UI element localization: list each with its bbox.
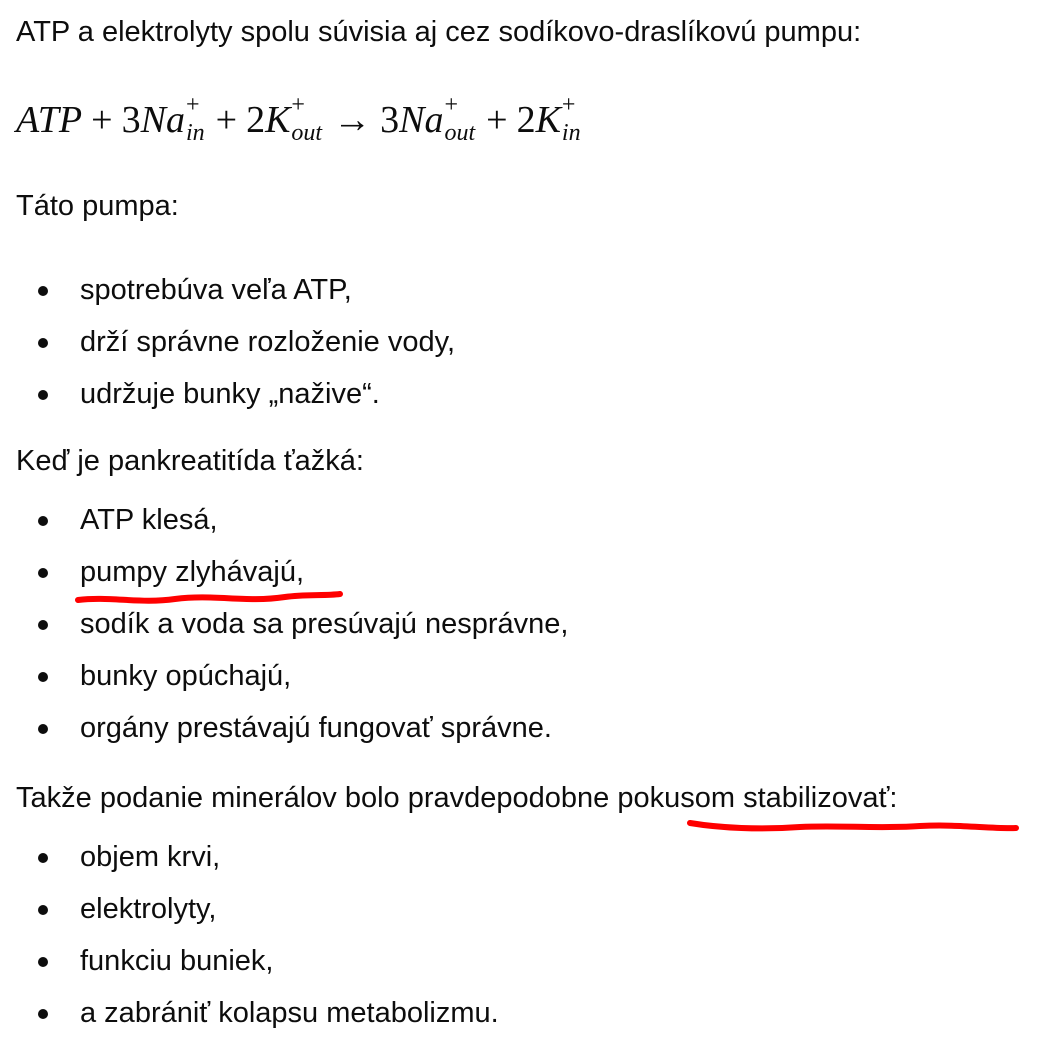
list-item [0, 272, 455, 324]
formula-term1-sub: in [185, 120, 205, 147]
bullet-icon [38, 905, 48, 915]
list-item-text: objem krvi, [80, 841, 221, 873]
formula-term1-var: Na [140, 99, 185, 141]
formula-plus-1: + [91, 99, 113, 141]
list-item-text: drží správne rozloženie vody, [80, 326, 456, 358]
minerals-list [0, 839, 499, 1047]
bullet-icon [38, 672, 48, 682]
list-item [0, 658, 568, 710]
minerals-heading-text: Takže podanie minerálov bolo pravdepodobne [16, 782, 618, 814]
list-item-text: a zabrániť kolapsu metabolizmu. [80, 997, 499, 1029]
bullet-icon [38, 286, 48, 296]
list-item [0, 710, 568, 762]
formula-term1-scripts [185, 92, 205, 147]
list-item-text: ATP klesá, [80, 504, 218, 536]
list-item-text: orgány prestávajú fungovať správne. [80, 712, 552, 744]
formula-term2-scripts [291, 92, 323, 147]
list-item-text: funkciu buniek, [80, 945, 274, 977]
bullet-icon [38, 1009, 48, 1019]
list-item-text: sodík a voda sa presúvajú nesprávne, [80, 608, 569, 640]
list-item-text: spotrebúva veľa ATP, [80, 274, 352, 306]
minerals-heading [16, 780, 897, 816]
formula-term2-var: K [265, 99, 291, 141]
formula-atp: ATP [16, 99, 83, 141]
list-item-text: bunky opúchajú, [80, 660, 292, 692]
bullet-icon [38, 724, 48, 734]
minerals-heading-marked-text: pokusom stabilizovať: [617, 782, 898, 814]
formula-term4-sub: in [561, 120, 581, 147]
formula-term4-sup: + [561, 92, 576, 119]
formula-term3-sub: out [444, 120, 476, 147]
list-item [0, 324, 455, 376]
severe-list [0, 502, 568, 762]
list-item-text: udržuje bunky „nažive“. [80, 378, 380, 410]
severe-heading: Keď je pankreatitída ťažká: [16, 445, 364, 477]
bullet-icon [38, 957, 48, 967]
formula-term1-coef: 3 [121, 99, 141, 141]
formula-plus-3: + [486, 99, 508, 141]
bullet-icon [38, 390, 48, 400]
formula-plus-2: + [215, 99, 238, 141]
formula-term1-sup: + [185, 92, 200, 119]
intro-paragraph: ATP a elektrolyty spolu súvisia aj cez sodíkovo-draslíkovú pumpu: [16, 16, 862, 48]
pump-list [0, 272, 455, 428]
list-item [0, 839, 499, 891]
sodium-potassium-pump-equation [16, 90, 583, 150]
list-item-text: pumpy zlyhávajú, [80, 556, 305, 588]
bullet-icon [38, 568, 48, 578]
list-item [0, 502, 568, 554]
list-item [0, 995, 499, 1047]
list-item [0, 376, 455, 428]
red-underline-pokusom-stabilizovat [690, 823, 1016, 828]
list-item [0, 554, 568, 606]
formula-term3-sup: + [444, 92, 458, 119]
list-item [0, 891, 499, 943]
list-item [0, 606, 568, 658]
bullet-icon [38, 620, 48, 630]
formula-term4-var: K [535, 99, 561, 141]
formula-arrow: → [333, 99, 372, 141]
formula-term3-scripts [444, 92, 476, 147]
formula-term2-coef: 2 [246, 99, 266, 141]
bullet-icon [38, 338, 48, 348]
formula-term4-scripts [561, 92, 581, 147]
formula-term3-var: Na [399, 99, 444, 141]
list-item [0, 943, 499, 995]
bullet-icon [38, 516, 48, 526]
list-item-text: elektrolyty, [80, 893, 217, 925]
formula-term2-sub: out [291, 120, 323, 147]
formula-term2-sup: + [291, 92, 305, 119]
pump-heading: Táto pumpa: [16, 190, 179, 222]
formula-term4-coef: 2 [516, 99, 536, 141]
bullet-icon [38, 853, 48, 863]
formula-term3-coef: 3 [380, 99, 400, 141]
